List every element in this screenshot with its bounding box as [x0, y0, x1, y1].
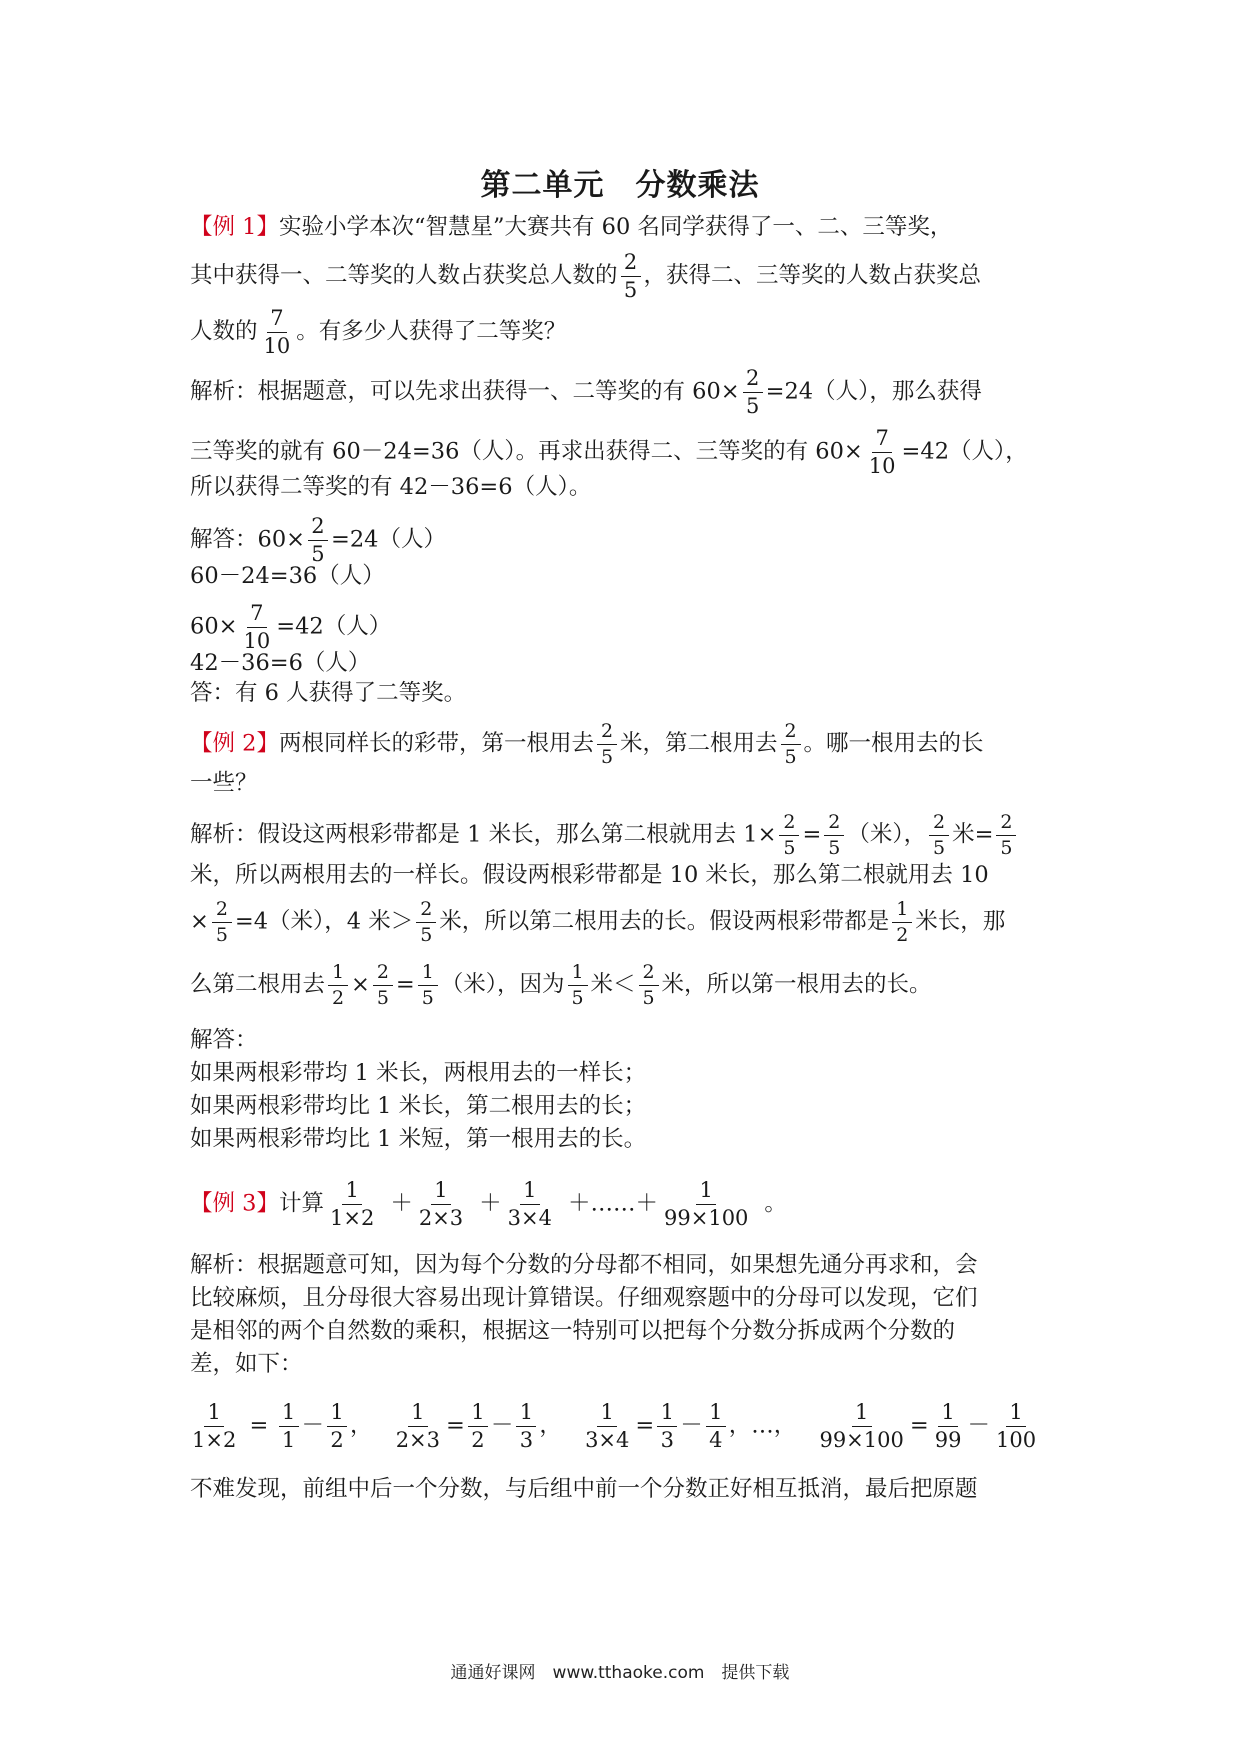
ex3-conclusion: 不难发现，前组中后一个分数，与后组中前一个分数正好相互抵消，最后把原题	[190, 1476, 978, 1502]
footer-source: 通通好课网 www.tthaoke.com 提供下载	[450, 1663, 790, 1683]
fraction: $\frac{1}{99}$	[934, 1400, 962, 1452]
fraction: $\frac{1}{3}$	[516, 1402, 536, 1451]
fraction: $\frac{2}{5}$	[212, 900, 232, 945]
ex1-solution-1: 解答：60× $\frac{2}{5}$ =24（人）	[190, 514, 446, 566]
fraction: $\frac{1}{5}$	[418, 963, 438, 1008]
fraction: $\frac{2}{5}$	[308, 516, 328, 565]
ex2-solution-3: 如果两根彩带均比 1 米短，第一根用去的长。	[190, 1126, 647, 1152]
fraction: $\frac{1}{5}$	[568, 963, 588, 1008]
fraction: $\frac{1}{1}$	[279, 1402, 299, 1451]
fraction: $\frac{2}{5}$	[639, 963, 659, 1008]
ex1-solution-4: 42－36=6（人）	[190, 650, 371, 676]
ex2-analysis-2: 米，所以两根用去的一样长。假设两根彩带都是 10 米长，那么第二根就用去 10	[190, 862, 989, 888]
ex2-tag: 【例 2】	[190, 730, 279, 757]
fraction: $\frac{1}{2}$	[468, 1402, 488, 1451]
ex1-analysis-3: 所以获得二等奖的有 42－36=6（人）。	[190, 474, 592, 500]
fraction: $\frac{1}{2\times 3}$	[395, 1400, 441, 1452]
ex1-analysis-1: 解析：根据题意，可以先求出获得一、二等奖的有 60× $\frac{2}{5}$ =24（人），那么获得	[190, 366, 982, 418]
fraction: $\frac{2}{5}$	[781, 722, 801, 767]
fraction: $\frac{1}{1\times 2}$	[192, 1400, 237, 1452]
ex2-solution-1: 如果两根彩带均 1 米长，两根用去的一样长；	[190, 1060, 647, 1086]
fraction: $\frac{1}{3}$	[657, 1402, 677, 1451]
fraction: $\frac{1}{3\times 4}$	[585, 1400, 630, 1452]
ex2-analysis-3: × $\frac{2}{5}$ =4（米），4 米＞ $\frac{2}{5}$ 米，所以第二根用去的长。假设两根彩带都是 $\frac{1}{2}$ 米长，那	[190, 898, 1006, 946]
ex3-analysis-4: 差，如下：	[190, 1351, 303, 1377]
ex3-analysis-3: 是相邻的两个自然数的乘积，根据这一特别可以把每个分数分拆成两个分数的	[190, 1318, 956, 1344]
page-title: 第二单元 分数乘法	[480, 168, 760, 203]
fraction: $\frac{1}{100}$	[995, 1400, 1037, 1452]
ex2-analysis-1: 解析：假设这两根彩带都是 1 米长，那么第二根就用去 1× $\frac{2}{5}$ = $\frac{2}{5}$ （米）， $\frac{2}{5}$ 米= $\frac{2}{5}$	[190, 813, 1019, 858]
fraction: $\frac{1}{2}$	[892, 900, 912, 945]
fraction: $\frac{1}{2}$	[328, 963, 348, 1008]
ex1-tag: 【例 1】	[190, 214, 279, 240]
ex2-line-1: 【例 2】两根同样长的彩带，第一根用去 $\frac{2}{5}$ 米，第二根用去 $\frac{2}{5}$ 。哪一根用去的长	[190, 720, 984, 768]
ex1-line-3: 人数的 $\frac{7}{10}$ 。有多少人获得了二等奖？	[190, 306, 567, 358]
fraction: $\frac{7}{10}$	[243, 601, 271, 653]
ex3-analysis-1: 解析：根据题意可知，因为每个分数的分母都不相同，如果想先通分再求和，会	[190, 1252, 978, 1278]
fraction: $\frac{1}{99\times 100}$	[819, 1400, 904, 1452]
ex3-question: 【例 3】计算 $\frac{1}{1\times 2}$ ＋ $\frac{1}{2\times 3}$ ＋ $\frac{1}{3\times 4}$ ＋……＋ $\frac{1}{99\times 100}$ 。	[190, 1178, 787, 1230]
ex3-decomposition: $\frac{1}{1\times 2}$ = $\frac{1}{1}$ － $\frac{1}{2}$ ， $\frac{1}{2\times 3}$ = $\frac{1}{2}$ － $\frac{1}{3}$ ， $\frac{1}{3\times 4}$ = $\frac{1}{3}$ － $\frac{1}{4}$ ，…， $\frac{1}{99\times 100}$ = $\frac{1}{99}$ － $\frac{1}{100}$	[186, 1402, 1042, 1451]
ex1-solution-3: 60× $\frac{7}{10}$ =42（人）	[190, 601, 392, 653]
ex1-solution-2: 60－24=36（人）	[190, 563, 385, 589]
ex1-line-2: 其中获得一、二等奖的人数占获奖总人数的 $\frac{2}{5}$ ，获得二、三等奖的人数占获奖总	[190, 250, 982, 302]
ex1-analysis-2: 三等奖的就有 60－24=36（人）。再求出获得二、三等奖的有 60× $\frac{7}{10}$ =42（人），	[190, 426, 1028, 478]
ex3-analysis-2: 比较麻烦，且分母很大容易出现计算错误。仔细观察题中的分母可以发现，它们	[190, 1285, 978, 1311]
fraction: $\frac{2}{5}$	[824, 813, 844, 858]
fraction: $\frac{1}{99\times 100}$	[664, 1178, 749, 1230]
fraction: $\frac{1}{2\times 3}$	[418, 1178, 464, 1230]
fraction: $\frac{1}{4}$	[706, 1402, 726, 1451]
fraction: $\frac{2}{5}$	[996, 813, 1016, 858]
ex2-solution-2: 如果两根彩带均比 1 米长，第二根用去的长；	[190, 1093, 647, 1119]
ex1-answer: 答：有 6 人获得了二等奖。	[190, 680, 467, 706]
ex1-line-1: 【例 1】实验小学本次“智慧星”大赛共有 60 名同学获得了一、二、三等奖，	[190, 214, 953, 240]
fraction: $\frac{1}{3\times 4}$	[507, 1178, 552, 1230]
fraction: $\frac{2}{5}$	[416, 900, 436, 945]
fraction: $\frac{7}{10}$	[263, 306, 291, 358]
ex2-solution-label: 解答：	[190, 1027, 258, 1053]
ex2-analysis-4: 么第二根用去 $\frac{1}{2}$ × $\frac{2}{5}$ = $\frac{1}{5}$ （米），因为 $\frac{1}{5}$ 米＜ $\frac{2}{5}$ 米，所以第一根用去的长。	[190, 961, 932, 1009]
ex2-line-2: 一些？	[190, 770, 258, 796]
fraction: $\frac{2}{5}$	[373, 963, 393, 1008]
fraction: $\frac{2}{5}$	[929, 813, 949, 858]
fraction: $\frac{7}{10}$	[868, 426, 896, 478]
fraction: $\frac{2}{5}$	[597, 722, 617, 767]
ex3-tag: 【例 3】	[190, 1190, 279, 1217]
fraction: $\frac{1}{1\times 2}$	[329, 1178, 375, 1230]
fraction: $\frac{1}{2}$	[327, 1402, 347, 1451]
fraction: $\frac{2}{5}$	[621, 252, 641, 301]
fraction: $\frac{2}{5}$	[779, 813, 799, 858]
fraction: $\frac{2}{5}$	[743, 368, 763, 417]
